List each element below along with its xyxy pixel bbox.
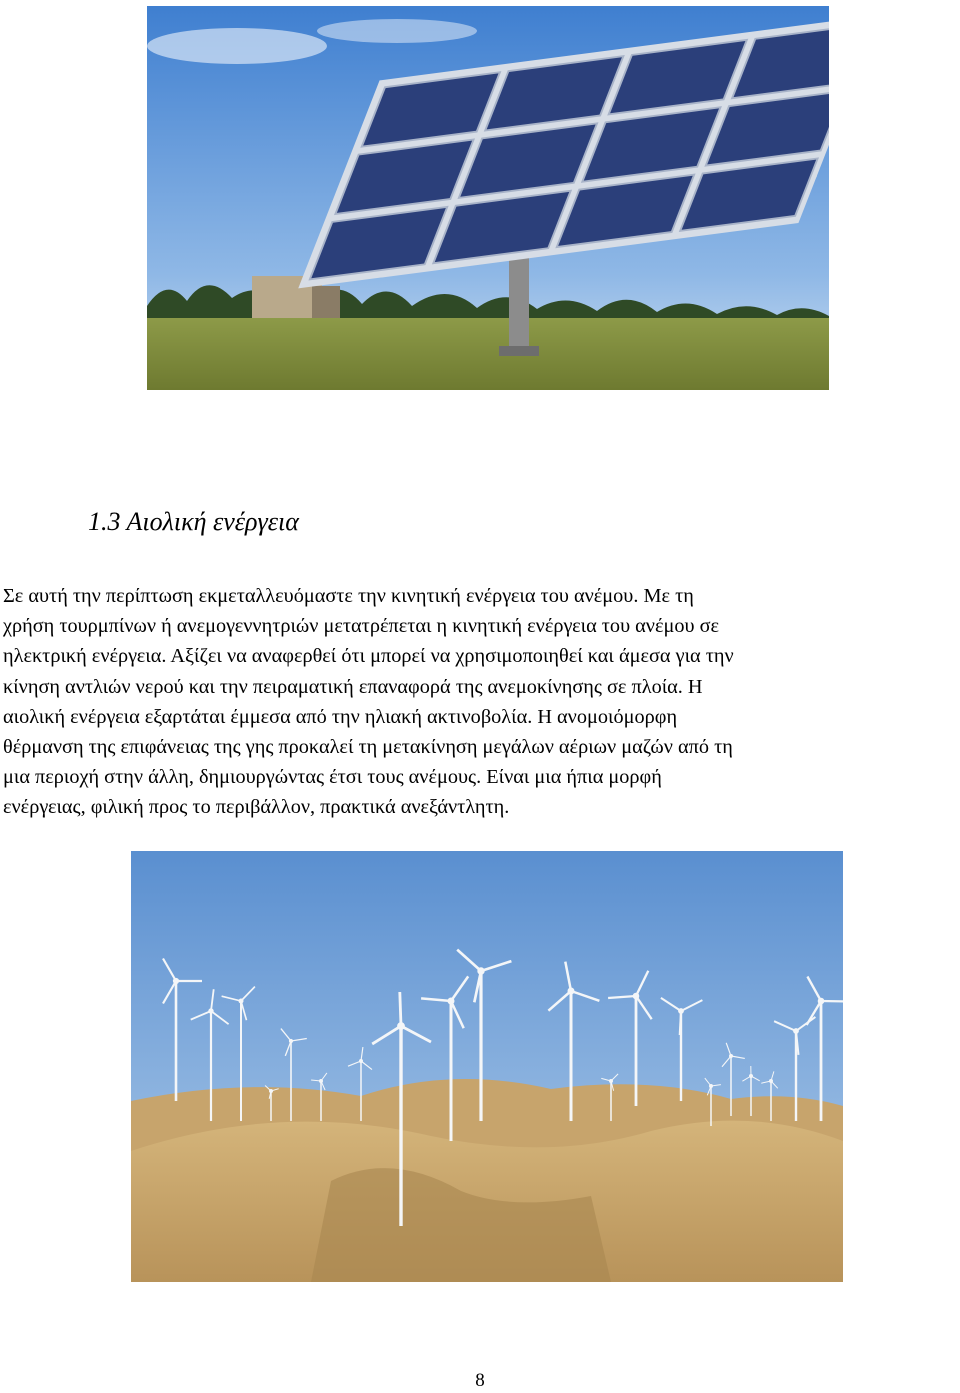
body-line: μια περιοχή στην άλλη, δημιουργώντας έτσι τους ανέμους. Είναι μια ήπια μορφή bbox=[3, 766, 662, 789]
body-line: κίνηση αντλιών νερού και την πειραματική επαναφορά της ανεμοκίνησης σε πλοία. Η bbox=[3, 675, 703, 698]
body-line: θέρμανση της επιφάνειας της γης προκαλεί τη μετακίνηση μεγάλων αέριων μαζών από τη bbox=[3, 736, 733, 759]
page-number: 8 bbox=[475, 1370, 485, 1391]
solar-panel-photo bbox=[147, 6, 829, 390]
body-line: αιολική ενέργεια εξαρτάται έμμεσα από την ηλιακή ακτινοβολία. Η ανομοιόμορφη bbox=[3, 705, 678, 728]
wind-farm-photo bbox=[131, 851, 843, 1282]
section-body bbox=[3, 581, 960, 823]
body-line: Σε αυτή την περίπτωση εκμεταλλευόμαστε την κινητική ενέργεια του ανέμου. Με τη bbox=[3, 585, 694, 607]
body-line: ηλεκτρική ενέργεια. Αξίζει να αναφερθεί ότι μπορεί να χρησιμοποιηθεί και άμεσα για την bbox=[3, 645, 734, 668]
body-line: χρήση τουρμπίνων ή ανεμογεννητριών μετατρέπεται η κινητική ενέργεια του ανέμου σε bbox=[3, 615, 720, 638]
section-heading: 1.3 Αιολική ενέργεια bbox=[88, 507, 299, 536]
body-line: ενέργειας, φιλική προς το περιβάλλον, πρακτικά ανεξάντλητη. bbox=[3, 796, 510, 819]
